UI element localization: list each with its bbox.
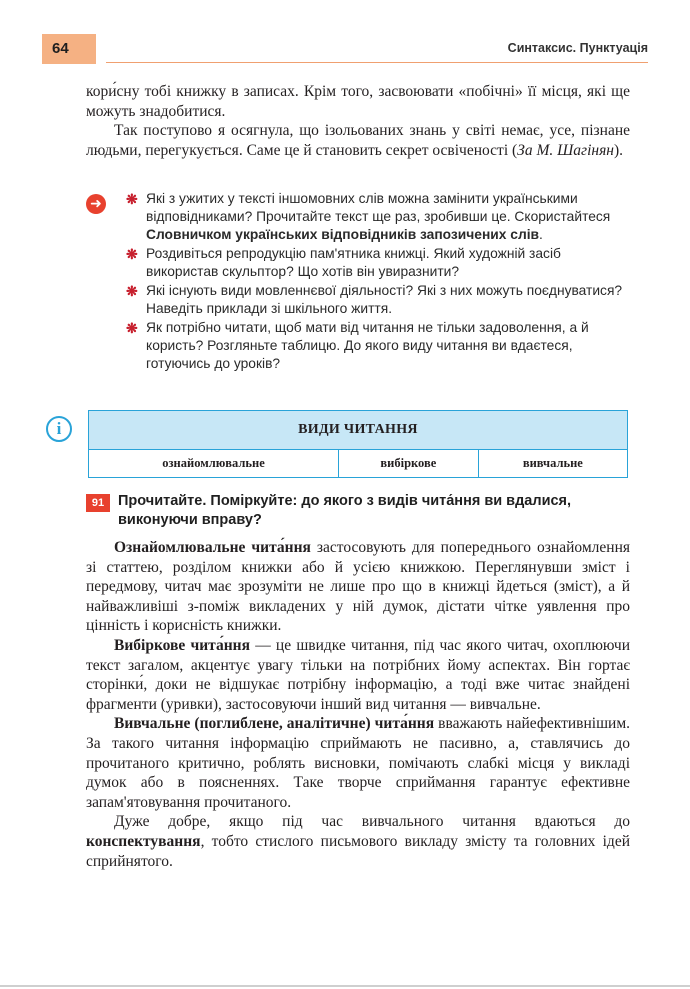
bottom-rule [0,985,690,987]
task-item [126,282,624,318]
paragraph-text: вважають найефективнішим. За такого читання інформацію сприймають не пасивно, а, ставлячись до прочитаного критично, роблять висновки, помічають слабкі місця у викладі думок або в поясненнях. Таке творче сприймання гарантує ефективне запам'ятовування прочитаного. [86,715,630,811]
task-text: Які існують види мовленнєвої діяльності? Які з них можуть поєднуватися? Наведіть приклади зі шкільного життя. [146,283,623,316]
paragraph-text: — це швидке читання, під час якого читач, охоплюючи текст загалом, акцентує увагу тільки на потрібних йому аспектах. Він гортає сторінки́, доки не відшукає потрібну інформацію, а тоді вже читає знайдені фрагменти (уривки), застосовуючи інший вид читання — вивчальне. [86,636,630,713]
page-header [42,34,648,64]
task-text-end: . [539,227,543,242]
exercise-paragraph-3 [86,714,630,812]
task-item [126,190,624,244]
term-bold: Ознайомлювальне чита́ння [114,539,311,556]
task-item [126,319,624,373]
exercise-text [86,538,630,871]
intro-paragraph-1: кори́сну тобі книжку в записах. Крім того, засвоювати «побічні» її місця, які ще можуть знадобитися. [86,83,630,120]
exercise-paragraph-4 [86,812,630,871]
asterisk-bullet-icon: ❋ [126,283,138,299]
intro-paragraph-2-text: Так поступово я осягнула, що ізольованих знань у світі немає, усе, пізнане людьми, перегукується. Саме це й становить секрет освіченості ( [86,122,630,159]
task-list [126,190,624,374]
arrow-right-icon: ➜ [86,194,106,214]
task-text: Які з ужитих у тексті іншомовних слів можна замінити українськими відповідниками? Прочитайте текст ще раз, зробивши це. Скористайтеся [146,191,611,224]
table-row [89,450,628,478]
exercise-paragraph-2 [86,636,630,714]
paragraph-text: Дуже добре, якщо під час вивчального читання вдаються до [114,813,630,831]
intro-paragraph-2 [86,121,630,160]
exercise-number-badge: 91 [86,494,110,512]
task-text: Роздивіться репродукцію пам'ятника книжці. Який художній засіб використав скульптор? Що хотів він увиразнити? [146,246,561,279]
section-title: Синтаксис. Пунктуація [507,41,648,55]
quote-source: За М. Шагінян [517,141,614,159]
intro-text [86,82,630,160]
paragraph-text-end: , тобто стислого письмового викладу змісту та головних ідей сприйнятого. [86,832,630,870]
table-cell: вивчальне [478,450,627,478]
term-bold: Вибіркове чита́ння [114,636,250,654]
table-title: ВИДИ ЧИТАННЯ [89,411,628,450]
exercise-paragraph-1 [86,538,630,636]
task-item [126,245,624,281]
term-bold: Вивчальне (поглиблене, аналітичне) чита́ння [114,715,435,733]
term-bold: конспектування [86,832,201,850]
asterisk-bullet-icon: ❋ [126,320,138,336]
asterisk-bullet-icon: ❋ [126,246,138,262]
task-text: Як потрібно читати, щоб мати від читання не тільки задоволення, а й користь? Розгляньте таблицю. До якого виду читання ви вдаєтеся, готуючись до уроків? [146,320,589,371]
paragraph-text: застосовують для попереднього ознайомлення зі статтею, розділом книжки або й усією книжкою. Переглянувши зміст і передмову, читач має зрозуміти не лише про що в книжці йдеться (зміст), а й найважливіші з-поміж викладених у ній думок, дістати чітке уявлення про цінність і корисність книжки. [86,539,630,635]
table-cell: вибіркове [339,450,479,478]
page-number: 64 [42,34,96,64]
table-cell: ознайомлювальне [89,450,339,478]
table-header-row [89,411,628,450]
reading-types-table [88,410,628,478]
header-rule [106,62,648,63]
task-bold-text: Словничком українських відповідників запозичених слів [146,227,540,242]
intro-paragraph-2-end: ). [614,141,624,159]
info-icon: i [46,416,72,442]
asterisk-bullet-icon: ❋ [126,191,138,207]
exercise-title: Прочитайте. Поміркуйте: до якого з видів чита́ння ви вдалися, виконуючи вправу? [118,493,572,528]
